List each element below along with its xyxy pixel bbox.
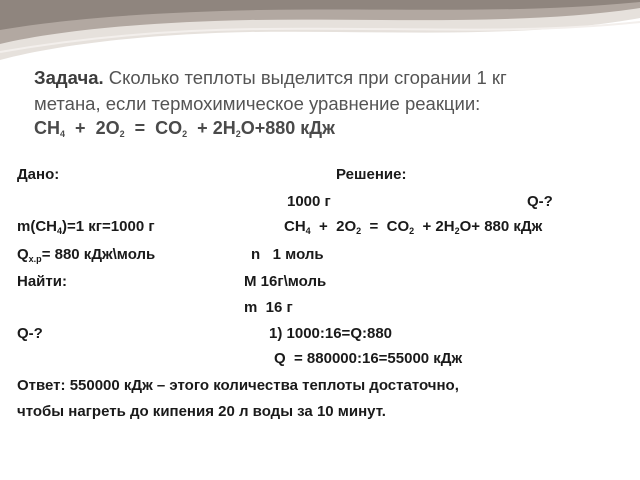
result-step: Q = 880000:16=55000 кДж xyxy=(274,350,463,367)
reaction-equation-solution: $CH_4 + 2O_2 = CO_2 + 2H_2O+ 880$ кДж xyxy=(284,218,543,236)
mass-line: m 16 г xyxy=(244,299,293,316)
given-label: Дано: xyxy=(17,166,60,183)
given-heat: $Q_{х.р}= 880$ кДж\моль xyxy=(17,246,156,264)
answer-line-1: Ответ: 550000 кДж – этого количества теплоты достаточно, xyxy=(17,377,459,394)
find-value: Q-? xyxy=(17,325,43,342)
task-line-1 xyxy=(34,66,507,90)
decorative-swoosh xyxy=(0,0,640,70)
task-text-1: Сколько теплоты выделится при сгорании 1 кг xyxy=(108,67,507,88)
solution-label: Решение: xyxy=(336,166,407,183)
above-mass: 1000 г xyxy=(287,193,331,210)
task-label: Задача. xyxy=(34,67,104,88)
moles-line: n 1 моль xyxy=(251,246,324,263)
answer-line-2: чтобы нагреть до кипения 20 л воды за 10 минут. xyxy=(17,403,386,420)
find-label: Найти: xyxy=(17,273,67,290)
given-mass: $m(CH_4)=1$ кг=1000 г xyxy=(17,218,155,236)
reaction-equation-header: $CH_4 + 2O_2 = CO_2 + 2H_2O+880$ кДж xyxy=(34,118,335,139)
proportion-step: 1) 1000:16=Q:880 xyxy=(269,325,393,342)
molar-mass-line: M 16г\моль xyxy=(244,273,327,290)
above-q: Q-? xyxy=(527,193,553,210)
task-text-2: метана, если термохимическое уравнение реакции: xyxy=(34,93,481,114)
